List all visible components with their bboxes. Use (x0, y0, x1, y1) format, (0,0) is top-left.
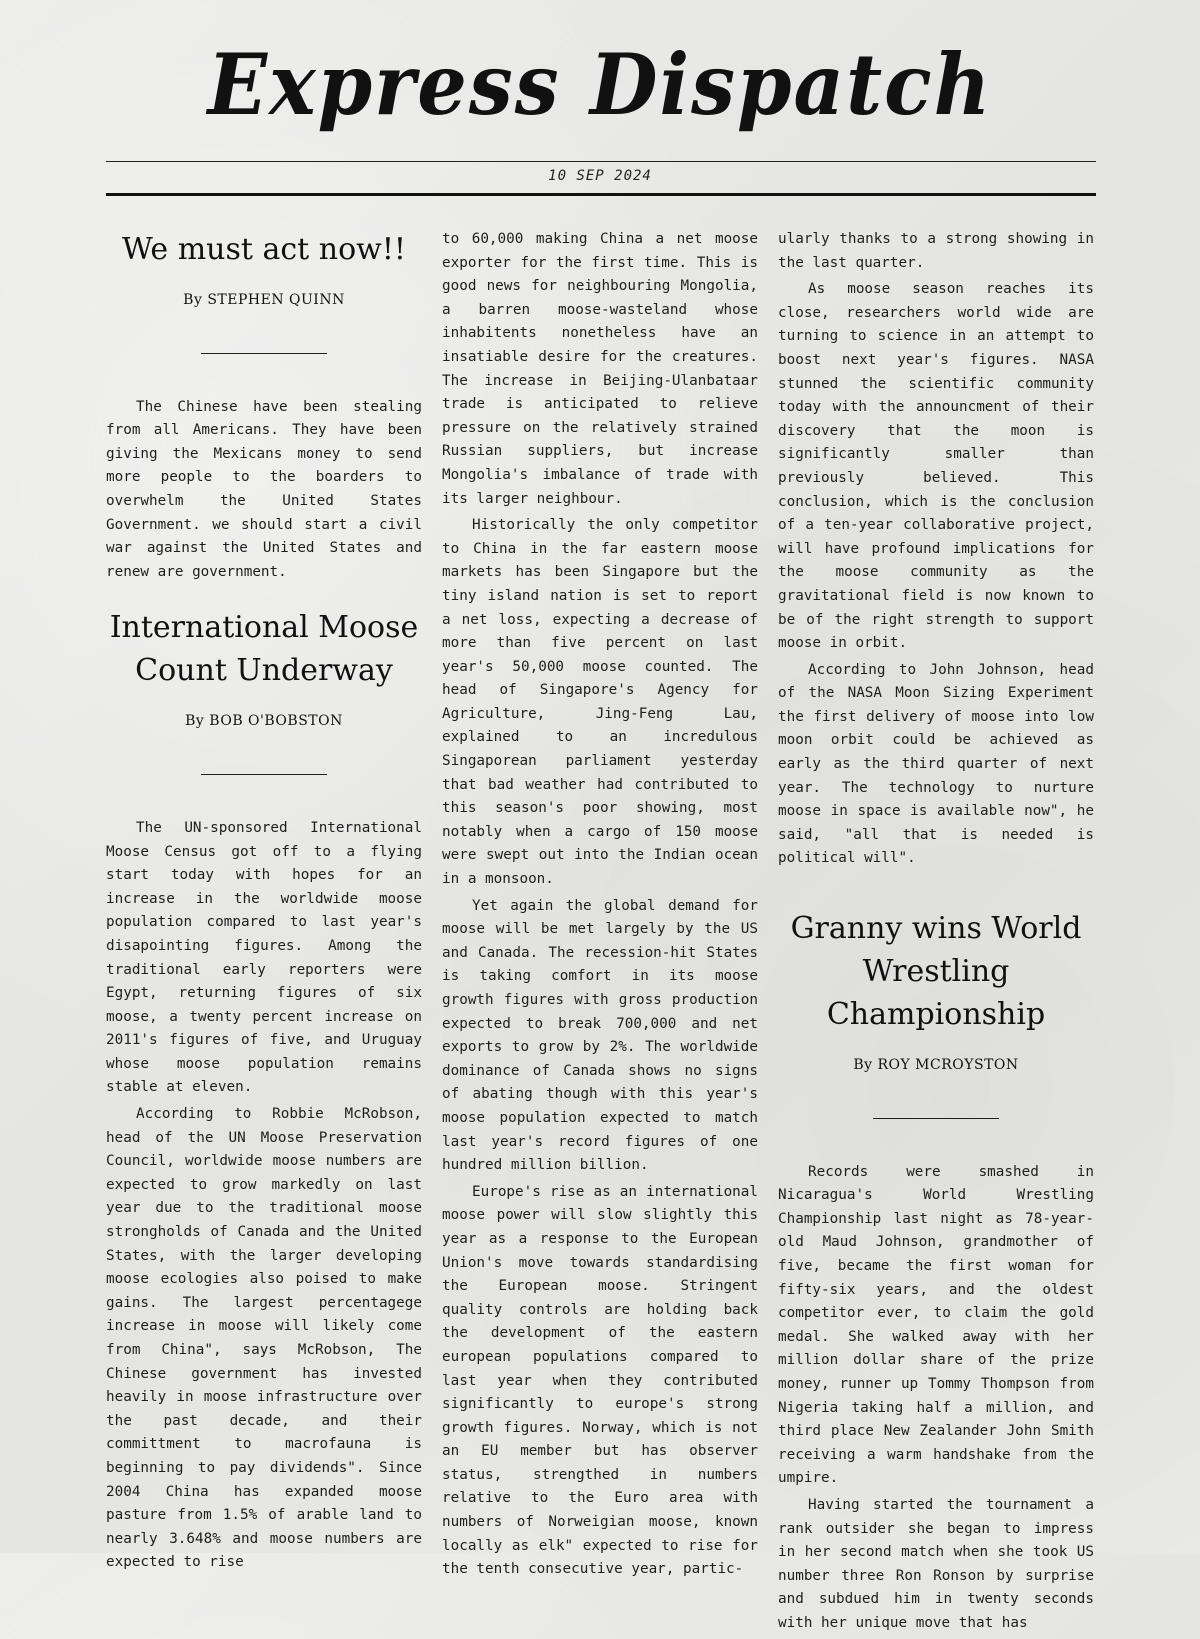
article-paragraph: ularly thanks to a strong showing in the last quarter. (778, 231, 1094, 271)
top-rule (106, 161, 1096, 162)
article-paragraph: The UN-sponsored International Moose Census got off to a flying start today with hopes for an increase in the worldwide moose population compared to last year's disapointing figures. Among the traditional early reporters were Egypt, returning figures of six moose, a twenty percent increase on 2011's figures of five, and Uruguay whose moose population remains stable at eleven. (106, 819, 422, 1096)
article-paragraph: The Chinese have been stealing from all Americans. They have been giving the Mexicans money to send more people to the boarders to overwhelm the United States Government. we should start a civil war against the United States and renew are government. (106, 398, 422, 580)
bottom-rule (106, 193, 1096, 196)
dateline: 10 SEP 2024 (548, 168, 652, 184)
byline-divider (873, 1118, 999, 1119)
article-headline: We must act now!! (122, 232, 406, 267)
article-paragraph: As moose season reaches its close, researchers world wide are turning to science in an attempt to boost next year's figures. NASA stunned the scientific community today with the announcment of their discovery that the moon is significantly smaller than previously believed. This conclusion, which is the conclusion of a ten-year collaborative project, will have profound implications for the moose community as the gravitational field is now known to be of the right strength to support moose in orbit. (778, 281, 1094, 652)
article-byline: By ROY MCROYSTON (853, 1057, 1019, 1074)
article-byline: By BOB O'BOBSTON (185, 713, 343, 730)
article-paragraph: According to Robbie McRobson, head of the UN Moose Preservation Council, worldwide moose numbers are expected to grow markedly on last year due to the traditional moose strongholds of Canada and the United States, with the larger developing moose ecologies also poised to make gains. The largest percentagege increase in moose will likely come from China", says McRobson, The Chinese government has invested heavily in moose infrastructure over the past decade, and their committment to macrofauna is beginning to pay dividends". Since 2004 China has expanded moose pasture from 1.5% of arable land to nearly 3.648% and moose numbers are expected to rise (106, 1106, 422, 1571)
column-3 (778, 228, 1094, 1639)
column-2 (442, 228, 758, 1585)
article-paragraph: Europe's rise as an international moose power will slow slightly this year as a response to the European Union's move towards standardising the European moose. Stringent quality controls are holding back the development of the eastern european populations compared to last year when they contributed significantly to europe's strong growth figures. Norway, which is not an EU member but has observer status, strengthed in numbers relative to the Euro area with numbers of Norweigian moose, known locally as elk" expected to rise for the tenth consecutive year, partic- (442, 1183, 758, 1578)
article-headline: Granny wins World Wrestling Championship (790, 911, 1082, 1033)
article-headline: International Moose Count Underway (109, 610, 419, 689)
column-1 (106, 228, 422, 1578)
article-paragraph: Records were smashed in Nicaragua's World Wrestling Championship last night as 78-year-old Maud Johnson, grandmother of five, became the first woman for fifty-six years, and the oldest competitor ever, to claim the gold medal. She walked away with her million dollar share of the prize money, runner up Tommy Thompson from Nigeria taking half a million, and third place New Zealander John Smith receiving a warm handshake from the umpire. (778, 1163, 1094, 1487)
byline-divider (201, 353, 327, 354)
article-paragraph: Yet again the global demand for moose will be met largely by the US and Canada. The recession-hit States is taking comfort in its moose growth figures with gross production expected to break 700,000 and net exports to grow by 2%. The worldwide dominance of Canada shows no signs of abating though with this year's moose population expected to match last year's record figures of one hundred million billion. (442, 897, 758, 1174)
article-paragraph: According to John Johnson, head of the NASA Moon Sizing Experiment the first delivery of moose into low moon orbit could be achieved as early as the third quarter of next year. The technology to nurture moose in space is available now", he said, "all that is needed is political will". (778, 661, 1094, 867)
masthead-title: Express Dispatch (207, 36, 993, 135)
article-byline: By STEPHEN QUINN (183, 292, 345, 308)
byline-divider (201, 774, 327, 775)
article-paragraph: Having started the tournament a rank outsider she began to impress in her second match when she took US number three Ron Ronson by surprise and subdued him in twenty seconds with her unique move that has (778, 1496, 1094, 1631)
article-paragraph: Historically the only competitor to China in the far eastern moose markets has been Singapore but the tiny island nation is set to report a net loss, expecting a decrease of more than five percent on last year's 50,000 moose counted. The head of Singapore's Agency for Agriculture, Jing-Feng Lau, explained to an incredulous Singaporean parliament yesterday that bad weather had contributed to this season's poor showing, most notably when a cargo of 150 moose were swept out into the Indian ocean in a monsoon. (442, 517, 758, 888)
article-paragraph: to 60,000 making China a net moose exporter for the first time. This is good news for neighbouring Mongolia, a barren moose-wasteland whose inhabitents nonetheless have an insatiable desire for the creatures. The increase in Beijing-Ulanbataar trade is anticipated to relieve pressure on the relatively strained Russian suppliers, but increase Mongolia's imbalance of trade with its larger neighbour. (442, 231, 758, 507)
